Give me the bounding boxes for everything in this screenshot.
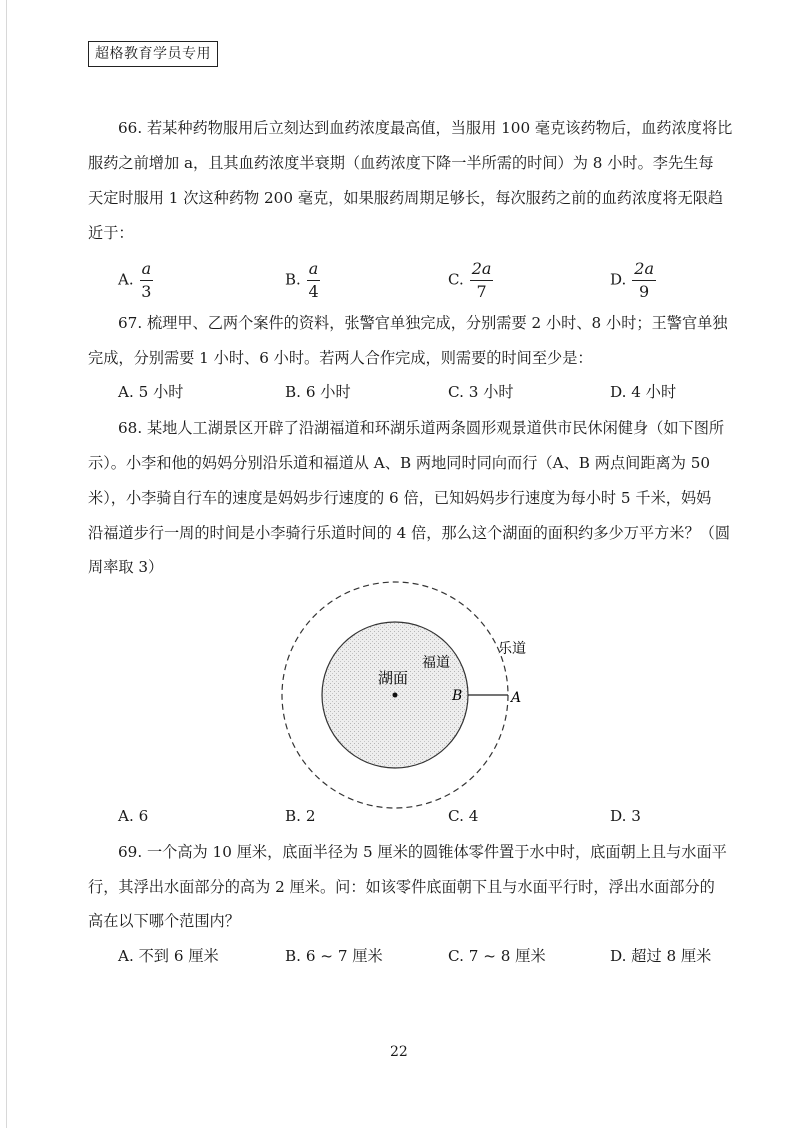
- q69-option-b[interactable]: B. 6 ~ 7 厘米: [285, 947, 383, 965]
- q66-option-b[interactable]: [285, 258, 320, 303]
- fraction: [632, 258, 656, 303]
- lake-label: 湖面: [378, 669, 409, 687]
- q68-option-b[interactable]: B. 2: [285, 807, 316, 825]
- numerator: 2a: [632, 258, 656, 281]
- header-stamp: 超格教育学员专用: [88, 41, 218, 67]
- q66-option-d[interactable]: [610, 258, 656, 303]
- q67-option-a[interactable]: A. 5 小时: [118, 383, 184, 401]
- q68-option-d[interactable]: D. 3: [610, 807, 641, 825]
- numerator: a: [307, 258, 321, 281]
- option-letter: A.: [118, 270, 134, 289]
- fraction: [307, 258, 321, 303]
- option-letter: C.: [448, 270, 464, 289]
- fraction: [470, 258, 494, 303]
- q68-option-c[interactable]: C. 4: [448, 807, 479, 825]
- fraction: [140, 258, 154, 303]
- q66-text-line: 服药之前增加 a，且其血药浓度半衰期（血药浓度下降一半所需的时间）为 8 小时。李先生每: [88, 154, 714, 172]
- q68-option-a[interactable]: A. 6: [118, 807, 149, 825]
- option-letter: D.: [610, 270, 627, 289]
- q67-option-d[interactable]: D. 4 小时: [610, 383, 677, 401]
- q68-text-line: 示）。小李和他的妈妈分别沿乐道和福道从 A、B 两地同时同向而行（A、B 两点间距离为 50: [88, 454, 711, 472]
- denominator: 3: [141, 282, 152, 301]
- numerator: 2a: [470, 258, 494, 281]
- outer-path-label: 乐道: [498, 641, 526, 657]
- lake-center-dot: [393, 693, 398, 698]
- q66-text-line: 66. 若某种药物服用后立刻达到血药浓度最高值，当服用 100 毫克该药物后，血药浓度将比: [118, 119, 733, 137]
- q69-option-a[interactable]: A. 不到 6 厘米: [118, 947, 219, 965]
- denominator: 7: [476, 282, 487, 301]
- q67-text-line: 67. 梳理甲、乙两个案件的资料，张警官单独完成，分别需要 2 小时、8 小时；王警官单独: [118, 314, 728, 332]
- q68-text-line: 沿福道步行一周的时间是小李骑行乐道时间的 4 倍，那么这个湖面的面积约多少万平方米？（圆: [88, 524, 731, 542]
- q69-text-line: 行，其浮出水面部分的高为 2 厘米。问：如该零件底面朝下且与水面平行时，浮出水面部分的: [88, 878, 715, 896]
- option-letter: B.: [285, 270, 301, 289]
- q66-option-c[interactable]: [448, 258, 493, 303]
- q68-text-line: 周率取 3）: [88, 558, 164, 576]
- point-b-label: B: [452, 688, 463, 704]
- denominator: 9: [639, 282, 650, 301]
- denominator: 4: [308, 282, 319, 301]
- numerator: a: [140, 258, 154, 281]
- q69-option-c[interactable]: C. 7 ~ 8 厘米: [448, 947, 546, 965]
- q66-option-a[interactable]: [118, 258, 153, 303]
- q68-text-line: 米），小李骑自行车的速度是妈妈步行速度的 6 倍，已知妈妈步行速度为每小时 5 千米，妈妈: [88, 489, 712, 507]
- point-a-label: A: [511, 690, 522, 706]
- q69-text-line: 高在以下哪个范围内？: [88, 912, 240, 930]
- q67-text-line: 完成，分别需要 1 小时、6 小时。若两人合作完成，则需要的时间至少是：: [88, 349, 593, 367]
- q66-text-line: 天定时服用 1 次这种药物 200 毫克，如果服药周期足够长，每次服药之前的血药浓度将无限趋: [88, 189, 724, 207]
- scan-edge-line: [6, 0, 7, 1128]
- inner-path-label: 福道: [422, 655, 450, 671]
- q67-option-b[interactable]: B. 6 小时: [285, 383, 351, 401]
- q66-text-line: 近于：: [88, 224, 134, 242]
- q69-option-d[interactable]: D. 超过 8 厘米: [610, 947, 712, 965]
- lake-diagram: [270, 575, 550, 810]
- q68-text-line: 68. 某地人工湖景区开辟了沿湖福道和环湖乐道两条圆形观景道供市民休闲健身（如下图所: [118, 419, 725, 437]
- q69-text-line: 69. 一个高为 10 厘米，底面半径为 5 厘米的圆锥体零件置于水中时，底面朝上且与水面平: [118, 843, 727, 861]
- page-number: 22: [390, 1044, 408, 1060]
- q67-option-c[interactable]: C. 3 小时: [448, 383, 514, 401]
